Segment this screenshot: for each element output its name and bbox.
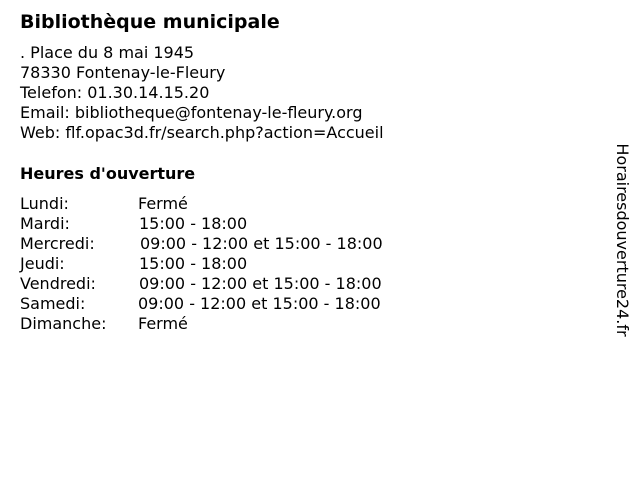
day-label: Samedi: (20, 294, 86, 313)
day-label: Jeudi: (20, 254, 65, 273)
day-label: Lundi: (20, 194, 69, 213)
address-street: . Place du 8 mai 1945 (20, 43, 195, 62)
day-label: Vendredi: (20, 274, 96, 293)
day-hours: Fermé (138, 314, 188, 333)
contact-block (20, 43, 384, 143)
day-hours: 15:00 - 18:00 (139, 254, 248, 273)
day-hours: 15:00 - 18:00 (139, 214, 248, 233)
library-name: Bibliothèque municipale (20, 11, 280, 33)
website-address: Web: flf.opac3d.fr/search.php?action=Accueil (20, 123, 384, 142)
day-label: Mardi: (20, 214, 70, 233)
day-hours: Fermé (138, 194, 188, 213)
day-label: Mercredi: (20, 234, 95, 253)
opening-hours-heading: Heures d'ouverture (20, 164, 196, 183)
day-hours: 09:00 - 12:00 et 15:00 - 18:00 (140, 234, 383, 253)
address-city: 78330 Fontenay-le-Fleury (20, 63, 226, 82)
day-hours: 09:00 - 12:00 et 15:00 - 18:00 (138, 294, 381, 313)
site-watermark: Horairesdouverture24.fr (613, 143, 632, 337)
phone-number: Telefon: 01.30.14.15.20 (20, 83, 210, 102)
day-hours: 09:00 - 12:00 et 15:00 - 18:00 (139, 274, 382, 293)
email-address: Email: bibliotheque@fontenay-le-fleury.org (20, 103, 363, 122)
day-label: Dimanche: (20, 314, 107, 333)
